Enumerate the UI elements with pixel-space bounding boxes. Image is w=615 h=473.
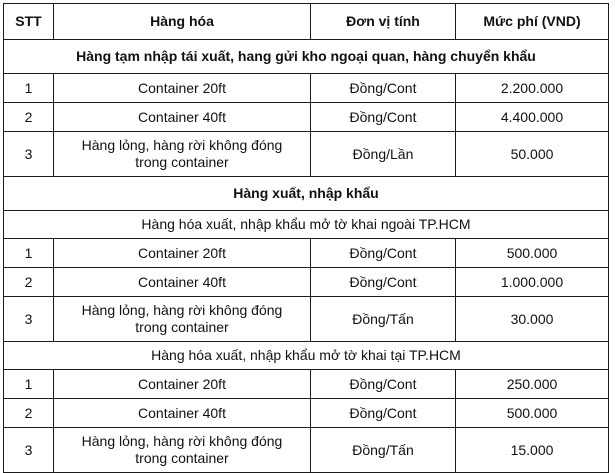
cell-unit: Đồng/Cont [311,268,456,297]
header-goods: Hàng hóa [54,4,311,40]
cell-unit: Đồng/Lần [311,132,456,177]
table-row [4,74,609,103]
goods-line: Container 40ft [138,273,226,290]
fee-table-container [3,3,609,473]
goods-line: Container 20ft [138,79,226,96]
goods-line: Container 40ft [138,404,226,421]
section-title: Hàng xuất, nhập khẩu [4,177,609,211]
cell-fee: 30.000 [456,297,609,342]
cell-fee: 50.000 [456,132,609,177]
cell-unit: Đồng/Tấn [311,428,456,473]
cell-stt: 3 [4,132,54,177]
cell-goods [54,132,311,177]
cell-stt: 3 [4,428,54,473]
table-row [4,428,609,473]
goods-line: trong container [135,450,229,466]
cell-fee: 500.000 [456,239,609,268]
goods-line: Container 20ft [138,375,226,392]
table-row [4,132,609,177]
cell-fee: 250.000 [456,370,609,399]
header-fee: Mức phí (VND) [456,4,609,40]
cell-goods [54,103,311,132]
cell-stt: 2 [4,399,54,428]
cell-fee: 15.000 [456,428,609,473]
subsection-row [4,211,609,239]
cell-goods [54,399,311,428]
table-body [4,40,609,473]
goods-line: Container 40ft [138,108,226,125]
goods-line: trong container [135,319,229,335]
goods-line: trong container [135,154,229,170]
goods-line: Hàng lỏng, hàng rời không đóng [81,302,283,318]
cell-unit: Đồng/Cont [311,74,456,103]
table-row [4,268,609,297]
goods-line: Container 20ft [138,244,226,261]
section-row [4,40,609,74]
cell-goods [54,239,311,268]
table-row [4,297,609,342]
subsection-title: Hàng hóa xuất, nhập khẩu mở tờ khai tại TP.HCM [4,342,609,370]
section-title: Hàng tạm nhập tái xuất, hang gửi kho ngoại quan, hàng chuyển khẩu [4,40,609,74]
cell-stt: 1 [4,239,54,268]
header-unit: Đơn vị tính [311,4,456,40]
cell-fee: 2.200.000 [456,74,609,103]
table-header-row [4,4,609,40]
subsection-title: Hàng hóa xuất, nhập khẩu mở tờ khai ngoài TP.HCM [4,211,609,239]
cell-unit: Đồng/Cont [311,239,456,268]
table-row [4,399,609,428]
table-row [4,103,609,132]
cell-unit: Đồng/Tấn [311,297,456,342]
cell-stt: 2 [4,103,54,132]
cell-fee: 4.400.000 [456,103,609,132]
goods-line: Hàng lỏng, hàng rời không đóng [81,433,283,449]
cell-fee: 1.000.000 [456,268,609,297]
cell-goods [54,428,311,473]
cell-stt: 2 [4,268,54,297]
cell-unit: Đồng/Cont [311,399,456,428]
cell-goods [54,370,311,399]
cell-fee: 500.000 [456,399,609,428]
section-row [4,177,609,211]
cell-stt: 1 [4,370,54,399]
cell-stt: 3 [4,297,54,342]
table-row [4,239,609,268]
goods-line: Hàng lỏng, hàng rời không đóng [81,137,283,153]
cell-goods [54,74,311,103]
subsection-row [4,342,609,370]
cell-goods [54,297,311,342]
table-row [4,370,609,399]
fee-table [3,3,609,473]
cell-stt: 1 [4,74,54,103]
header-stt: STT [4,4,54,40]
cell-unit: Đồng/Cont [311,370,456,399]
cell-unit: Đồng/Cont [311,103,456,132]
cell-goods [54,268,311,297]
